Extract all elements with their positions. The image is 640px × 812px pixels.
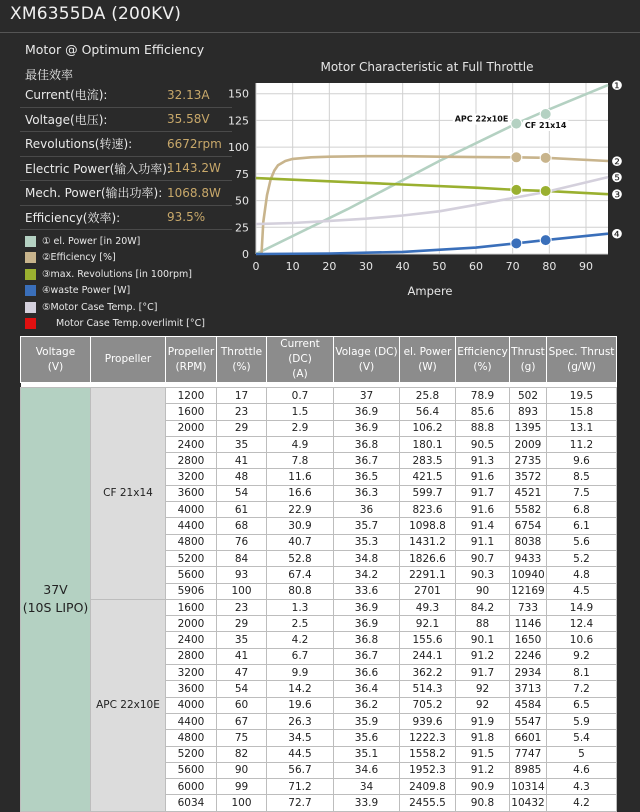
table-cell: 9433 xyxy=(510,550,547,566)
table-cell: 2291.1 xyxy=(400,567,456,583)
table-cell: 29 xyxy=(217,420,267,436)
table-cell: 84 xyxy=(217,550,267,566)
table-cell: 1600 xyxy=(166,404,217,420)
optimum-heading-cn: 最佳效率 xyxy=(25,68,74,82)
table-cell: 82 xyxy=(217,746,267,762)
table-cell: 91.6 xyxy=(456,502,510,518)
table-cell: 48 xyxy=(217,469,267,485)
motor-characteristic-chart xyxy=(0,0,640,330)
table-cell: 36.4 xyxy=(334,681,400,697)
column-header: Thrust (g) xyxy=(510,337,547,383)
table-cell: 1558.2 xyxy=(400,746,456,762)
table-cell: 4.2 xyxy=(267,632,334,648)
table-cell: 1.3 xyxy=(267,599,334,615)
table-cell: 91.8 xyxy=(456,730,510,746)
table-cell: 2.5 xyxy=(267,616,334,632)
table-cell: 9.2 xyxy=(547,648,617,664)
table-cell: 11.6 xyxy=(267,469,334,485)
table-cell: 6754 xyxy=(510,518,547,534)
spec-value: 35.58V xyxy=(167,112,210,127)
table-cell: 4.6 xyxy=(547,762,617,778)
table-cell: 100 xyxy=(217,795,267,811)
table-cell: 23 xyxy=(217,404,267,420)
table-cell: 2400 xyxy=(166,436,217,452)
table-cell: 3600 xyxy=(166,681,217,697)
table-cell: 36.9 xyxy=(334,599,400,615)
table-cell: 36.7 xyxy=(334,648,400,664)
table-cell: 5.2 xyxy=(547,550,617,566)
table-cell: 2000 xyxy=(166,616,217,632)
table-cell: 84.2 xyxy=(456,599,510,615)
table-cell: 36.9 xyxy=(334,420,400,436)
table-cell: 93 xyxy=(217,567,267,583)
table-cell: 99 xyxy=(217,779,267,795)
table-cell: 12169 xyxy=(510,583,547,599)
table-cell: 4400 xyxy=(166,518,217,534)
operating-point xyxy=(540,152,551,163)
table-cell: 33.6 xyxy=(334,583,400,599)
table-cell: 54 xyxy=(217,485,267,501)
x-tick-label: 80 xyxy=(542,260,557,273)
optimum-heading: Motor @ Optimum Efficiency xyxy=(25,42,205,57)
table-cell: 67 xyxy=(217,713,267,729)
y-tick-label: 50 xyxy=(235,194,249,208)
table-cell: 421.5 xyxy=(400,469,456,485)
table-row xyxy=(21,599,617,615)
table-cell: 5200 xyxy=(166,746,217,762)
table-cell: 705.2 xyxy=(400,697,456,713)
table-cell: 78.9 xyxy=(456,388,510,404)
table-cell: 8.1 xyxy=(547,665,617,681)
table-cell: 35.6 xyxy=(334,730,400,746)
table-cell: 29 xyxy=(217,616,267,632)
table-cell: 17 xyxy=(217,388,267,404)
x-tick-label: 30 xyxy=(359,260,373,273)
table-cell: 56.7 xyxy=(267,762,334,778)
column-header: Propeller (RPM) xyxy=(166,337,217,383)
table-cell: 4584 xyxy=(510,697,547,713)
table-cell: 4000 xyxy=(166,697,217,713)
voltage-cell: 37V (10S LIPO) xyxy=(21,388,91,812)
table-cell: 180.1 xyxy=(400,436,456,452)
table-cell: 9.9 xyxy=(267,665,334,681)
table-cell: 36.9 xyxy=(334,404,400,420)
column-header: Voltage (V) xyxy=(21,337,91,383)
table-cell: 4800 xyxy=(166,534,217,550)
table-cell: 5 xyxy=(547,746,617,762)
table-cell: 44.5 xyxy=(267,746,334,762)
spec-label: Current(电流): xyxy=(25,88,108,103)
table-cell: 11.2 xyxy=(547,436,617,452)
y-tick-label: 25 xyxy=(235,221,249,235)
table-cell: 3713 xyxy=(510,681,547,697)
table-cell: 76 xyxy=(217,534,267,550)
table-cell: 2800 xyxy=(166,648,217,664)
table-cell: 25.8 xyxy=(400,388,456,404)
series-marker-3: ❸ xyxy=(611,188,623,204)
table-cell: 91.6 xyxy=(456,469,510,485)
legend-label: ① el. Power [in 20W] xyxy=(42,235,141,247)
column-header: Volage (DC) (V) xyxy=(334,337,400,383)
table-cell: 36.7 xyxy=(334,453,400,469)
table-cell: 67.4 xyxy=(267,567,334,583)
column-header: Spec. Thrust (g/W) xyxy=(547,337,617,383)
table-cell: 10432 xyxy=(510,795,547,811)
table-cell: 7.5 xyxy=(547,485,617,501)
spec-value: 32.13A xyxy=(167,87,210,102)
table-cell: 939.6 xyxy=(400,713,456,729)
table-cell: 6.7 xyxy=(267,648,334,664)
spec-value: 1068.8W xyxy=(167,185,221,200)
spec-label: Mech. Power(输出功率): xyxy=(25,186,163,201)
y-tick-label: 0 xyxy=(242,248,249,261)
table-cell: 6.8 xyxy=(547,502,617,518)
table-cell: 7.2 xyxy=(547,681,617,697)
x-tick-label: 90 xyxy=(579,260,593,273)
legend-label: ⑤Motor Case Temp. [°C] xyxy=(42,301,158,313)
table-cell: 823.6 xyxy=(400,502,456,518)
table-cell: 91.3 xyxy=(456,453,510,469)
spec-label: Revolutions(转速): xyxy=(25,137,133,152)
table-cell: 30.9 xyxy=(267,518,334,534)
table-cell: 91.5 xyxy=(456,746,510,762)
table-cell: 3572 xyxy=(510,469,547,485)
table-cell: 34.2 xyxy=(334,567,400,583)
table-cell: 5547 xyxy=(510,713,547,729)
operating-point xyxy=(511,152,522,163)
table-cell: 35.9 xyxy=(334,713,400,729)
table-cell: 36.6 xyxy=(334,665,400,681)
x-tick-label: 40 xyxy=(395,260,410,273)
table-cell: 362.2 xyxy=(400,665,456,681)
x-tick-label: 50 xyxy=(432,260,447,273)
table-cell: 41 xyxy=(217,453,267,469)
x-axis-label: Ampere xyxy=(407,284,453,298)
table-cell: 36 xyxy=(334,502,400,518)
table-cell: 4000 xyxy=(166,502,217,518)
table-cell: 1826.6 xyxy=(400,550,456,566)
table-cell: 72.7 xyxy=(267,795,334,811)
operating-point xyxy=(540,108,551,119)
table-cell: 3600 xyxy=(166,485,217,501)
table-cell: 2000 xyxy=(166,420,217,436)
table-cell: 14.9 xyxy=(547,599,617,615)
table-cell: 47 xyxy=(217,665,267,681)
table-cell: 5.9 xyxy=(547,713,617,729)
table-cell: 33.9 xyxy=(334,795,400,811)
table-cell: 90.8 xyxy=(456,795,510,811)
table-cell: 893 xyxy=(510,404,547,420)
table-cell: 1098.8 xyxy=(400,518,456,534)
table-cell: 10940 xyxy=(510,567,547,583)
table-cell: 514.3 xyxy=(400,681,456,697)
spec-label: Voltage(电压): xyxy=(25,112,108,127)
table-cell: 12.4 xyxy=(547,616,617,632)
table-cell: 5600 xyxy=(166,762,217,778)
operating-point xyxy=(511,238,522,249)
table-cell: 733 xyxy=(510,599,547,615)
table-cell: 91.9 xyxy=(456,713,510,729)
table-cell: 5906 xyxy=(166,583,217,599)
table-cell: 2246 xyxy=(510,648,547,664)
table-cell: 90.3 xyxy=(456,567,510,583)
table-cell: 2800 xyxy=(166,453,217,469)
operating-point xyxy=(511,118,522,129)
series-marker-2: ❷ xyxy=(611,155,623,171)
table-cell: 36.5 xyxy=(334,469,400,485)
table-cell: 91.4 xyxy=(456,518,510,534)
table-cell: 34.5 xyxy=(267,730,334,746)
table-cell: 4521 xyxy=(510,485,547,501)
table-cell: 90.5 xyxy=(456,436,510,452)
x-tick-label: 0 xyxy=(252,260,260,273)
table-cell: 244.1 xyxy=(400,648,456,664)
table-cell: 4.2 xyxy=(547,795,617,811)
table-cell: 19.6 xyxy=(267,697,334,713)
legend-label: ④waste Power [W] xyxy=(42,285,131,297)
table-cell: 90 xyxy=(217,762,267,778)
column-header: Current (DC) (A) xyxy=(267,337,334,383)
table-cell: 283.5 xyxy=(400,453,456,469)
y-tick-label: 150 xyxy=(228,87,249,101)
table-cell: 49.3 xyxy=(400,599,456,615)
table-cell: 52.8 xyxy=(267,550,334,566)
table-cell: 7747 xyxy=(510,746,547,762)
performance-table xyxy=(20,336,617,812)
table-cell: 1222.3 xyxy=(400,730,456,746)
table-cell: 1650 xyxy=(510,632,547,648)
propeller-cell: APC 22x10E xyxy=(91,599,166,811)
table-cell: 14.2 xyxy=(267,681,334,697)
table-cell: 6.5 xyxy=(547,697,617,713)
table-cell: 1200 xyxy=(166,388,217,404)
table-cell: 34.8 xyxy=(334,550,400,566)
table-cell: 36.8 xyxy=(334,632,400,648)
y-tick-label: 75 xyxy=(235,167,249,181)
table-cell: 6000 xyxy=(166,779,217,795)
operating-point xyxy=(511,184,522,195)
point-label: APC 22x10E xyxy=(454,114,509,124)
table-cell: 91.2 xyxy=(456,762,510,778)
propeller-cell: CF 21x14 xyxy=(91,388,166,600)
table-cell: 1952.3 xyxy=(400,762,456,778)
table-cell: 68 xyxy=(217,518,267,534)
table-cell: 10314 xyxy=(510,779,547,795)
table-cell: 8.5 xyxy=(547,469,617,485)
table-cell: 34.6 xyxy=(334,762,400,778)
spec-value: 6672rpm xyxy=(167,136,222,151)
table-cell: 60 xyxy=(217,697,267,713)
table-cell: 22.9 xyxy=(267,502,334,518)
table-cell: 100 xyxy=(217,583,267,599)
table-cell: 4400 xyxy=(166,713,217,729)
table-cell: 91.2 xyxy=(456,648,510,664)
table-cell: 6601 xyxy=(510,730,547,746)
table-cell: 4800 xyxy=(166,730,217,746)
table-cell: 91.7 xyxy=(456,485,510,501)
table-cell: 2.9 xyxy=(267,420,334,436)
spec-label: Efficiency(效率): xyxy=(25,210,121,225)
table-cell: 90.9 xyxy=(456,779,510,795)
table-cell: 91.7 xyxy=(456,665,510,681)
table-cell: 4.9 xyxy=(267,436,334,452)
table-cell: 6034 xyxy=(166,795,217,811)
table-cell: 1600 xyxy=(166,599,217,615)
operating-point xyxy=(540,235,551,246)
table-cell: 90.1 xyxy=(456,632,510,648)
table-row xyxy=(21,388,617,404)
table-cell: 2409.8 xyxy=(400,779,456,795)
table-cell: 9.6 xyxy=(547,453,617,469)
table-cell: 6.1 xyxy=(547,518,617,534)
table-cell: 5200 xyxy=(166,550,217,566)
table-cell: 502 xyxy=(510,388,547,404)
table-cell: 19.5 xyxy=(547,388,617,404)
table-cell: 91.1 xyxy=(456,534,510,550)
table-cell: 155.6 xyxy=(400,632,456,648)
table-cell: 2009 xyxy=(510,436,547,452)
table-cell: 35.7 xyxy=(334,518,400,534)
column-header: Efficiency (%) xyxy=(456,337,510,383)
chart-title: Motor Characteristic at Full Throttle xyxy=(320,60,534,74)
table-cell: 1.5 xyxy=(267,404,334,420)
table-cell: 36.8 xyxy=(334,436,400,452)
page-title: XM6355DA (200KV) xyxy=(10,4,182,24)
table-cell: 35.1 xyxy=(334,746,400,762)
table-cell: 1146 xyxy=(510,616,547,632)
table-cell: 36.2 xyxy=(334,697,400,713)
table-cell: 8038 xyxy=(510,534,547,550)
table-cell: 85.6 xyxy=(456,404,510,420)
table-cell: 5.4 xyxy=(547,730,617,746)
table-cell: 35 xyxy=(217,632,267,648)
table-cell: 2934 xyxy=(510,665,547,681)
table-cell: 1431.2 xyxy=(400,534,456,550)
table-cell: 16.6 xyxy=(267,485,334,501)
table-cell: 36.3 xyxy=(334,485,400,501)
table-cell: 5.6 xyxy=(547,534,617,550)
column-header: Propeller xyxy=(91,337,166,383)
table-cell: 10.6 xyxy=(547,632,617,648)
table-cell: 92.1 xyxy=(400,616,456,632)
table-cell: 35 xyxy=(217,436,267,452)
table-cell: 5582 xyxy=(510,502,547,518)
table-cell: 36.9 xyxy=(334,616,400,632)
table-cell: 71.2 xyxy=(267,779,334,795)
series-marker-4: ❹ xyxy=(611,227,623,243)
table-cell: 54 xyxy=(217,681,267,697)
x-tick-label: 20 xyxy=(322,260,337,273)
table-cell: 2400 xyxy=(166,632,217,648)
column-header: el. Power (W) xyxy=(400,337,456,383)
series-marker-1: ❶ xyxy=(611,79,623,95)
table-cell: 75 xyxy=(217,730,267,746)
table-cell: 80.8 xyxy=(267,583,334,599)
table-cell: 26.3 xyxy=(267,713,334,729)
table-cell: 13.1 xyxy=(547,420,617,436)
table-cell: 599.7 xyxy=(400,485,456,501)
y-tick-label: 100 xyxy=(228,141,249,155)
table-cell: 56.4 xyxy=(400,404,456,420)
point-label: CF 21x14 xyxy=(524,120,567,130)
table-cell: 90 xyxy=(456,583,510,599)
column-header: Throttle (%) xyxy=(217,337,267,383)
table-cell: 92 xyxy=(456,697,510,713)
table-cell: 35.3 xyxy=(334,534,400,550)
table-cell: 4.5 xyxy=(547,583,617,599)
table-cell: 88.8 xyxy=(456,420,510,436)
table-cell: 1395 xyxy=(510,420,547,436)
table-cell: 8985 xyxy=(510,762,547,778)
table-cell: 0.7 xyxy=(267,388,334,404)
table-cell: 2455.5 xyxy=(400,795,456,811)
table-cell: 5600 xyxy=(166,567,217,583)
table-cell: 40.7 xyxy=(267,534,334,550)
table-cell: 37 xyxy=(334,388,400,404)
y-tick-label: 125 xyxy=(228,114,249,128)
table-cell: 61 xyxy=(217,502,267,518)
table-cell: 88 xyxy=(456,616,510,632)
table-cell: 3200 xyxy=(166,469,217,485)
table-cell: 23 xyxy=(217,599,267,615)
legend-label: ③max. Revolutions [in 100rpm] xyxy=(42,268,192,280)
table-cell: 41 xyxy=(217,648,267,664)
table-cell: 90.7 xyxy=(456,550,510,566)
spec-value: 93.5% xyxy=(167,210,206,225)
spec-label: Electric Power(输入功率): xyxy=(25,161,171,176)
x-tick-label: 70 xyxy=(505,260,520,273)
table-cell: 106.2 xyxy=(400,420,456,436)
legend-label: ②Efficiency [%] xyxy=(42,252,116,264)
table-cell: 7.8 xyxy=(267,453,334,469)
table-cell: 92 xyxy=(456,681,510,697)
table-cell: 15.8 xyxy=(547,404,617,420)
table-header-row xyxy=(21,337,617,383)
legend-label: Motor Case Temp.overlimit [°C] xyxy=(56,318,205,330)
table-cell: 2735 xyxy=(510,453,547,469)
table-cell: 34 xyxy=(334,779,400,795)
table-cell: 3200 xyxy=(166,665,217,681)
table-cell: 4.3 xyxy=(547,779,617,795)
spec-value: 1143.2W xyxy=(167,161,221,176)
table-cell: 2701 xyxy=(400,583,456,599)
operating-point xyxy=(540,185,551,196)
x-tick-label: 60 xyxy=(469,260,483,273)
series-marker-5: ❺ xyxy=(611,171,623,187)
table-cell: 4.8 xyxy=(547,567,617,583)
x-tick-label: 10 xyxy=(285,260,300,273)
